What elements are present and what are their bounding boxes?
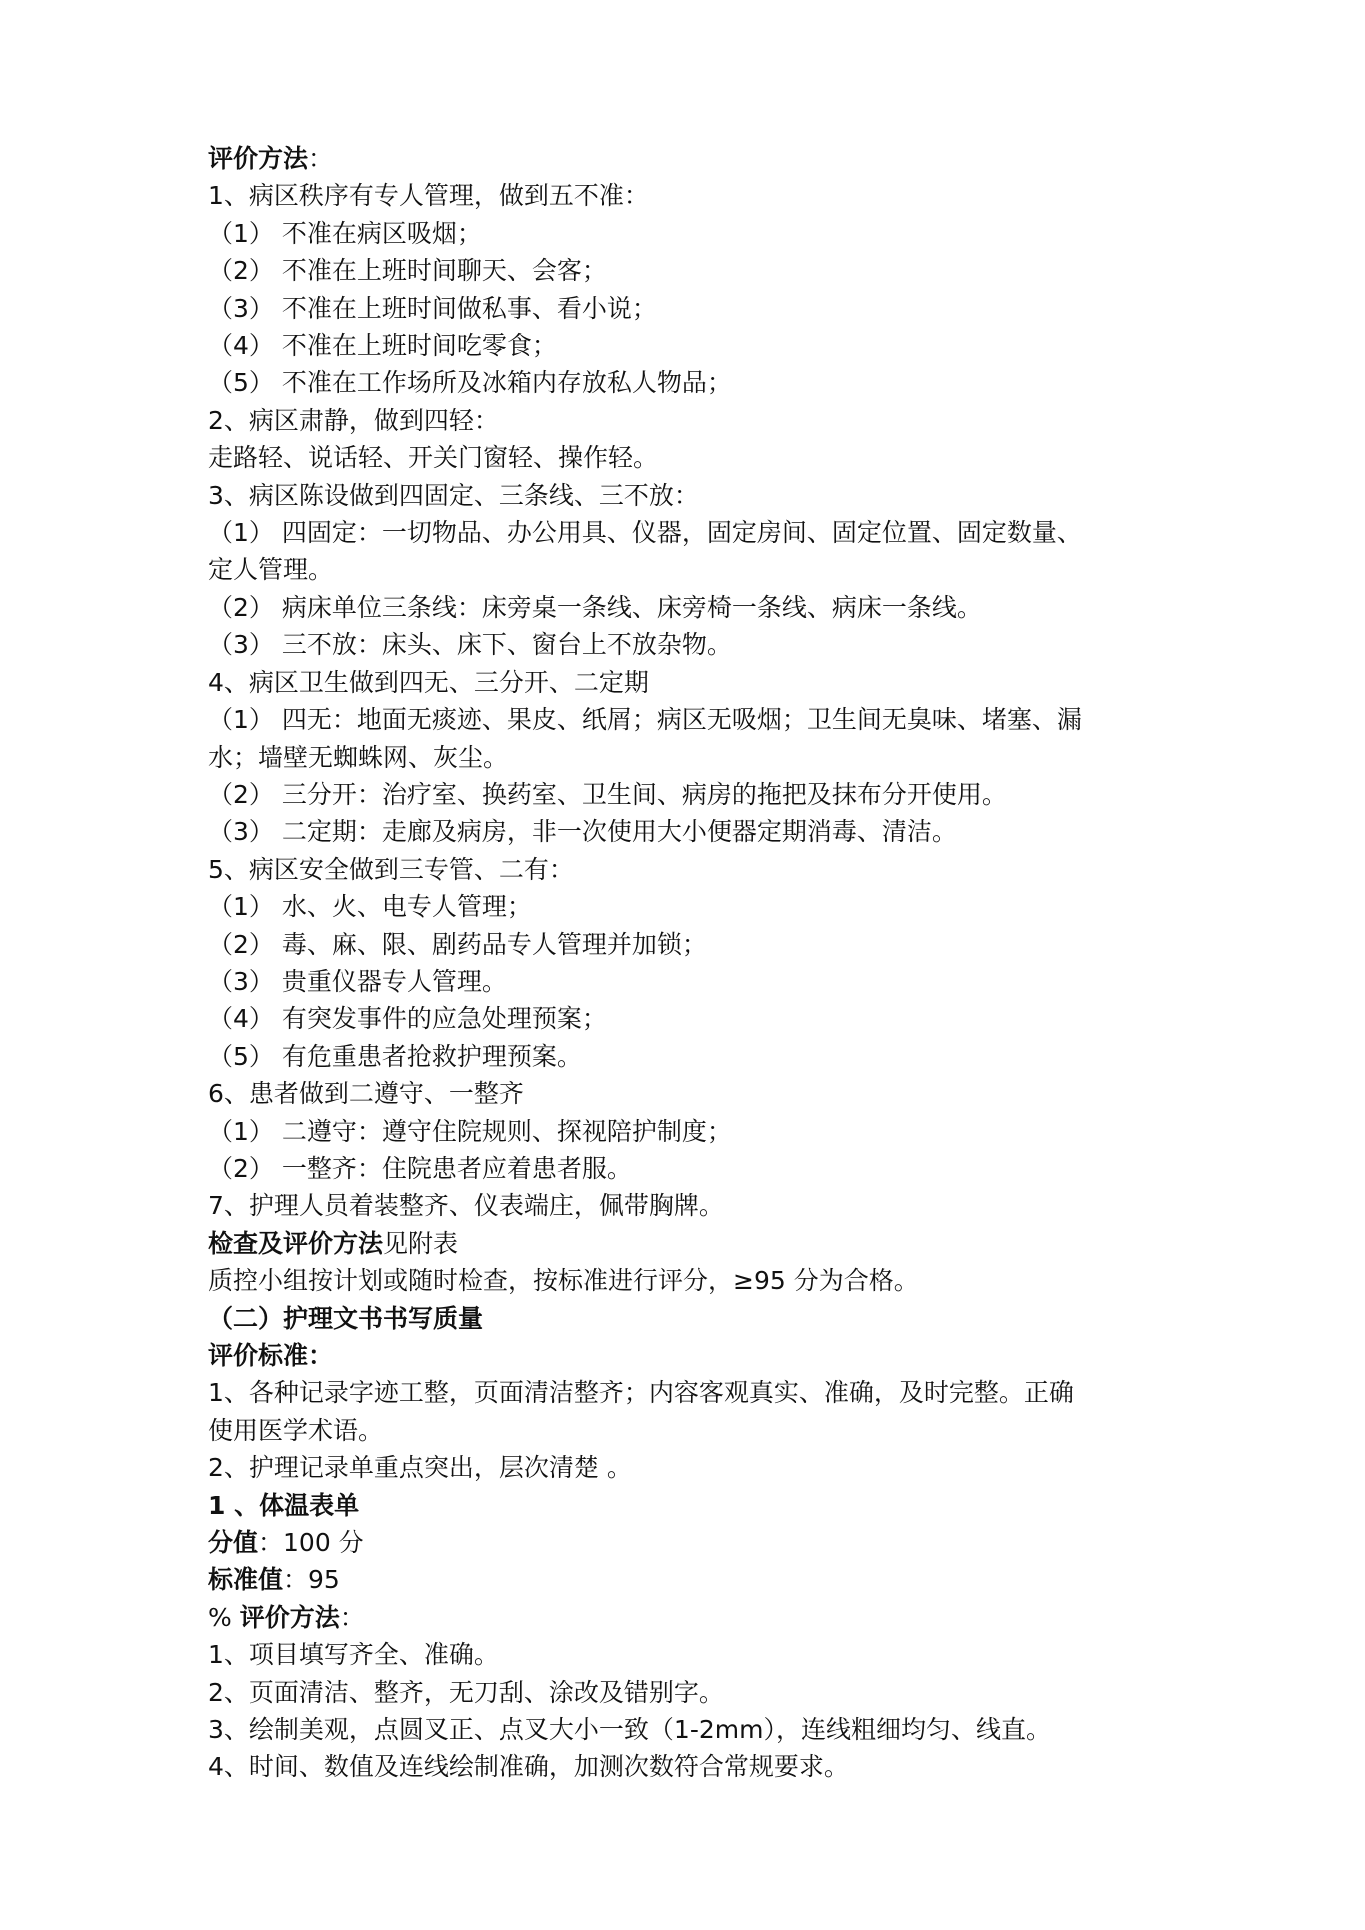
text: 1、项目填写齐全、准确。 xyxy=(208,1640,499,1670)
text-line xyxy=(208,1711,1178,1748)
text: ：95 xyxy=(283,1565,340,1595)
text-line xyxy=(208,1300,1178,1337)
text: 2、病区肃静，做到四轻： xyxy=(208,405,499,435)
bold-text: 评价方法 xyxy=(208,144,309,173)
text-line xyxy=(208,1674,1178,1711)
text-line xyxy=(208,290,1178,327)
text-line xyxy=(208,701,1178,738)
text: 3、绘制美观，点圆叉正、点叉大小一致（1-2mm），连线粗细均匀、线直。 xyxy=(208,1715,1051,1745)
text-line xyxy=(208,626,1178,663)
text: 4、病区卫生做到四无、三分开、二定期 xyxy=(208,667,649,697)
text: 使用医学术语。 xyxy=(208,1415,384,1445)
text-line xyxy=(208,177,1178,214)
text: （2） 病床单位三条线：床旁桌一条线、床旁椅一条线、病床一条线。 xyxy=(208,592,982,622)
text-line xyxy=(208,1113,1178,1150)
text: 质控小组按计划或随时检查，按标准进行评分，≥95 分为合格。 xyxy=(208,1266,919,1296)
text: ： xyxy=(339,1602,365,1632)
text: （5） 有危重患者抢救护理预案。 xyxy=(208,1041,582,1071)
text-line xyxy=(208,1487,1178,1524)
text: （1） 水、火、电专人管理； xyxy=(208,892,532,922)
text: （4） 有突发事件的应急处理预案； xyxy=(208,1004,607,1034)
text-line xyxy=(208,963,1178,1000)
text-line xyxy=(208,1187,1178,1224)
text-line xyxy=(208,477,1178,514)
text: （3） 不准在上班时间做私事、看小说； xyxy=(208,293,657,323)
text-line xyxy=(208,776,1178,813)
text: 1、各种记录字迹工整，页面清洁整齐；内容客观真实、准确，及时完整。正确 xyxy=(208,1378,1074,1408)
text-line xyxy=(208,252,1178,289)
text-line xyxy=(208,1561,1178,1598)
bold-text: 标准值 xyxy=(208,1565,284,1595)
text: （1） 四无：地面无痰迹、果皮、纸屑；病区无吸烟；卫生间无臭味、堵塞、漏 xyxy=(208,705,1082,735)
text-line xyxy=(208,664,1178,701)
text: 4、时间、数值及连线绘制准确，加测次数符合常规要求。 xyxy=(208,1752,849,1782)
text: 6、患者做到二遵守、一整齐 xyxy=(208,1079,524,1109)
text-line xyxy=(208,1225,1178,1262)
text-line xyxy=(208,1262,1178,1299)
bold-text: 评价标准： xyxy=(208,1341,334,1370)
text: （3） 二定期：走廊及病房，非一次使用大小便器定期消毒、清洁。 xyxy=(208,817,957,847)
text-line xyxy=(208,327,1178,364)
text: （2） 毒、麻、限、剧药品专人管理并加锁； xyxy=(208,929,707,959)
text: 走路轻、说话轻、开关门窗轻、操作轻。 xyxy=(208,443,659,473)
text: 5、病区安全做到三专管、二有： xyxy=(208,854,574,884)
document-body xyxy=(208,140,1178,1786)
bold-text: 1 、体温表单 xyxy=(208,1490,360,1520)
text: 3、病区陈设做到四固定、三条线、三不放： xyxy=(208,480,699,510)
text-line xyxy=(208,140,1178,177)
text: （1） 不准在病区吸烟； xyxy=(208,218,482,248)
text: （2） 不准在上班时间聊天、会客； xyxy=(208,256,607,286)
text-line xyxy=(208,1000,1178,1037)
text: （1） 四固定：一切物品、办公用具、仪器，固定房间、固定位置、固定数量、 xyxy=(208,518,1082,548)
text-line xyxy=(208,1449,1178,1486)
bold-text: 评价方法 xyxy=(239,1602,340,1632)
text-line xyxy=(208,1337,1178,1374)
text-line xyxy=(208,1599,1178,1636)
text: 定人管理。 xyxy=(208,555,334,585)
bold-text: （二）护理文书书写质量 xyxy=(208,1303,484,1333)
text: 1、病区秩序有专人管理，做到五不准： xyxy=(208,181,649,211)
text-line xyxy=(208,1636,1178,1673)
text-line xyxy=(208,888,1178,925)
text: （1） 二遵守：遵守住院规则、探视陪护制度； xyxy=(208,1116,732,1146)
text: 2、护理记录单重点突出，层次清楚 。 xyxy=(208,1453,632,1483)
text: （2） 三分开：治疗室、换药室、卫生间、病房的拖把及抹布分开使用。 xyxy=(208,779,1007,809)
text-line xyxy=(208,926,1178,963)
text: （3） 三不放：床头、床下、窗台上不放杂物。 xyxy=(208,630,732,660)
text-line xyxy=(208,813,1178,850)
text-line xyxy=(208,364,1178,401)
text-line xyxy=(208,1038,1178,1075)
text: （3） 贵重仪器专人管理。 xyxy=(208,966,507,996)
text-line xyxy=(208,1748,1178,1785)
text: （2） 一整齐：住院患者应着患者服。 xyxy=(208,1153,632,1183)
text: 见附表 xyxy=(383,1228,459,1258)
text: ：100 分 xyxy=(258,1528,364,1558)
text-line xyxy=(208,739,1178,776)
text: （4） 不准在上班时间吃零食； xyxy=(208,331,557,361)
text-line xyxy=(208,514,1178,551)
text: % xyxy=(208,1602,240,1632)
bold-text: 分值 xyxy=(208,1528,259,1558)
bold-text: 检查及评价方法 xyxy=(208,1228,384,1258)
text: （5） 不准在工作场所及冰箱内存放私人物品； xyxy=(208,368,732,398)
text-line xyxy=(208,1412,1178,1449)
text: ： xyxy=(308,144,334,173)
text-line xyxy=(208,215,1178,252)
text-line xyxy=(208,1075,1178,1112)
text: 7、护理人员着装整齐、仪表端庄，佩带胸牌。 xyxy=(208,1191,724,1221)
text-line xyxy=(208,402,1178,439)
text-line xyxy=(208,851,1178,888)
text-line xyxy=(208,1374,1178,1411)
text-line xyxy=(208,439,1178,476)
text-line xyxy=(208,1524,1178,1561)
text-line xyxy=(208,589,1178,626)
text: 2、页面清洁、整齐，无刀刮、涂改及错别字。 xyxy=(208,1677,724,1707)
text-line xyxy=(208,1150,1178,1187)
text: 水；墙壁无蜘蛛网、灰尘。 xyxy=(208,742,509,772)
text-line xyxy=(208,551,1178,588)
